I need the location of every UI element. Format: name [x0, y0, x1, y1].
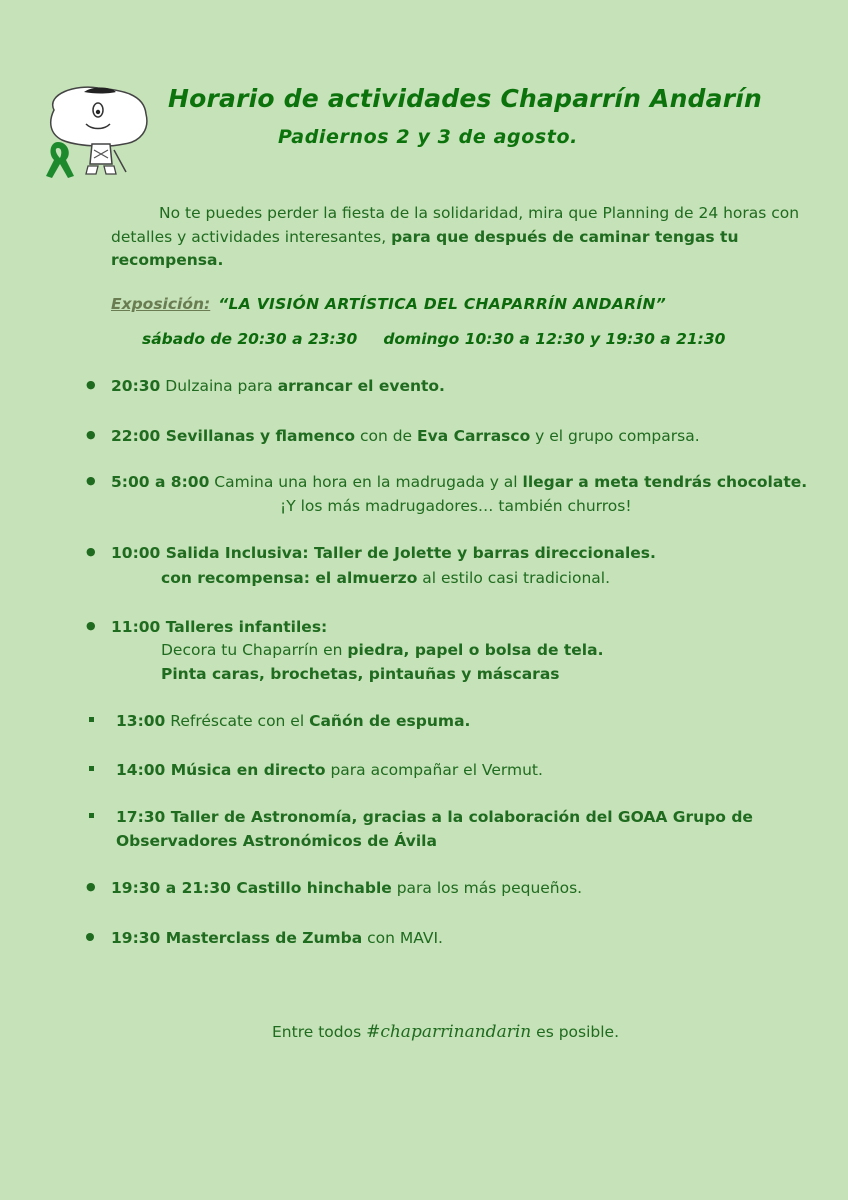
schedule-item-3-line2: ¡Y los más madrugadores… también churros! [280, 497, 632, 515]
bullet-icon [86, 933, 94, 941]
bullet-icon: ● [86, 545, 96, 558]
square-bullet-icon [89, 766, 94, 771]
schedule-item-6: 13:00 Refréscate con el Cañón de espuma. [116, 712, 471, 730]
schedule-item-7: 14:00 Música en directo para acompañar el Vermut. [116, 761, 543, 779]
schedule-item-5-line2: Decora tu Chaparrín en piedra, papel o bolsa de tela. [161, 641, 604, 659]
exposition-title: “LA VISIÓN ARTÍSTICA DEL CHAPARRÍN ANDARÍN” [218, 295, 666, 313]
bullet-icon: ● [86, 880, 96, 893]
schedule-item-5-line3: Pinta caras, brochetas, pintauñas y máscaras [161, 665, 560, 683]
schedule-item-8: 17:30 Taller de Astronomía, gracias a la colaboración del GOAA Grupo de [116, 808, 753, 826]
page-subtitle: Padiernos 2 y 3 de agosto. [278, 126, 578, 148]
hashtag: #chaparrinandarin [366, 1022, 532, 1042]
square-bullet-icon [89, 717, 94, 722]
schedule-item-2: 22:00 Sevillanas y flamenco con de Eva Carrasco y el grupo comparsa. [111, 427, 700, 445]
bullet-icon: ● [86, 378, 96, 391]
schedule-item-8-line2: Observadores Astronómicos de Ávila [116, 832, 437, 850]
exposition-hours [142, 330, 725, 348]
exposition-saturday: sábado de 20:30 a 23:30 [142, 330, 358, 348]
schedule-item-9: 19:30 a 21:30 Castillo hinchable para los más pequeños. [111, 879, 583, 897]
schedule-item-1: 20:30 Dulzaina para arrancar el evento. [111, 377, 445, 395]
bullet-icon: ● [86, 619, 96, 632]
schedule-item-10: 19:30 Masterclass de Zumba con MAVI. [111, 929, 443, 947]
intro-highlight: para que después de caminar tengas tu recompensa. [111, 227, 739, 269]
exposition-sunday: domingo 10:30 a 12:30 y 19:30 a 21:30 [383, 330, 726, 348]
mascot-body [86, 144, 126, 174]
bullet-icon: ● [86, 474, 96, 487]
schedule-item-3: 5:00 a 8:00 Camina una hora en la madrugada y al llegar a meta tendrás chocolate. [111, 473, 808, 491]
exposition-heading [111, 295, 666, 313]
green-ribbon-icon [46, 142, 74, 178]
square-bullet-icon [89, 813, 94, 818]
exposition-label: Exposición: [111, 295, 211, 313]
mascot-logo [36, 80, 156, 180]
bullet-icon: ● [86, 428, 96, 441]
intro-paragraph [111, 202, 801, 273]
page-title: Horario de actividades Chaparrín Andarín [168, 84, 763, 113]
schedule-item-4: 10:00 Salida Inclusiva: Taller de Jolette y barras direccionales. [111, 544, 656, 562]
footer-tagline: Entre todos #chaparrinandarin es posible. [272, 1022, 620, 1042]
intro-text: No te puedes perder la fiesta de la solidaridad, mira que Planning de 24 horas con detalles y actividades interesantes, [111, 204, 800, 246]
schedule-item-4-line2: con recompensa: el almuerzo al estilo casi tradicional. [161, 569, 611, 587]
mascot-head [51, 87, 147, 146]
schedule-item-5: 11:00 Talleres infantiles: [111, 618, 328, 636]
